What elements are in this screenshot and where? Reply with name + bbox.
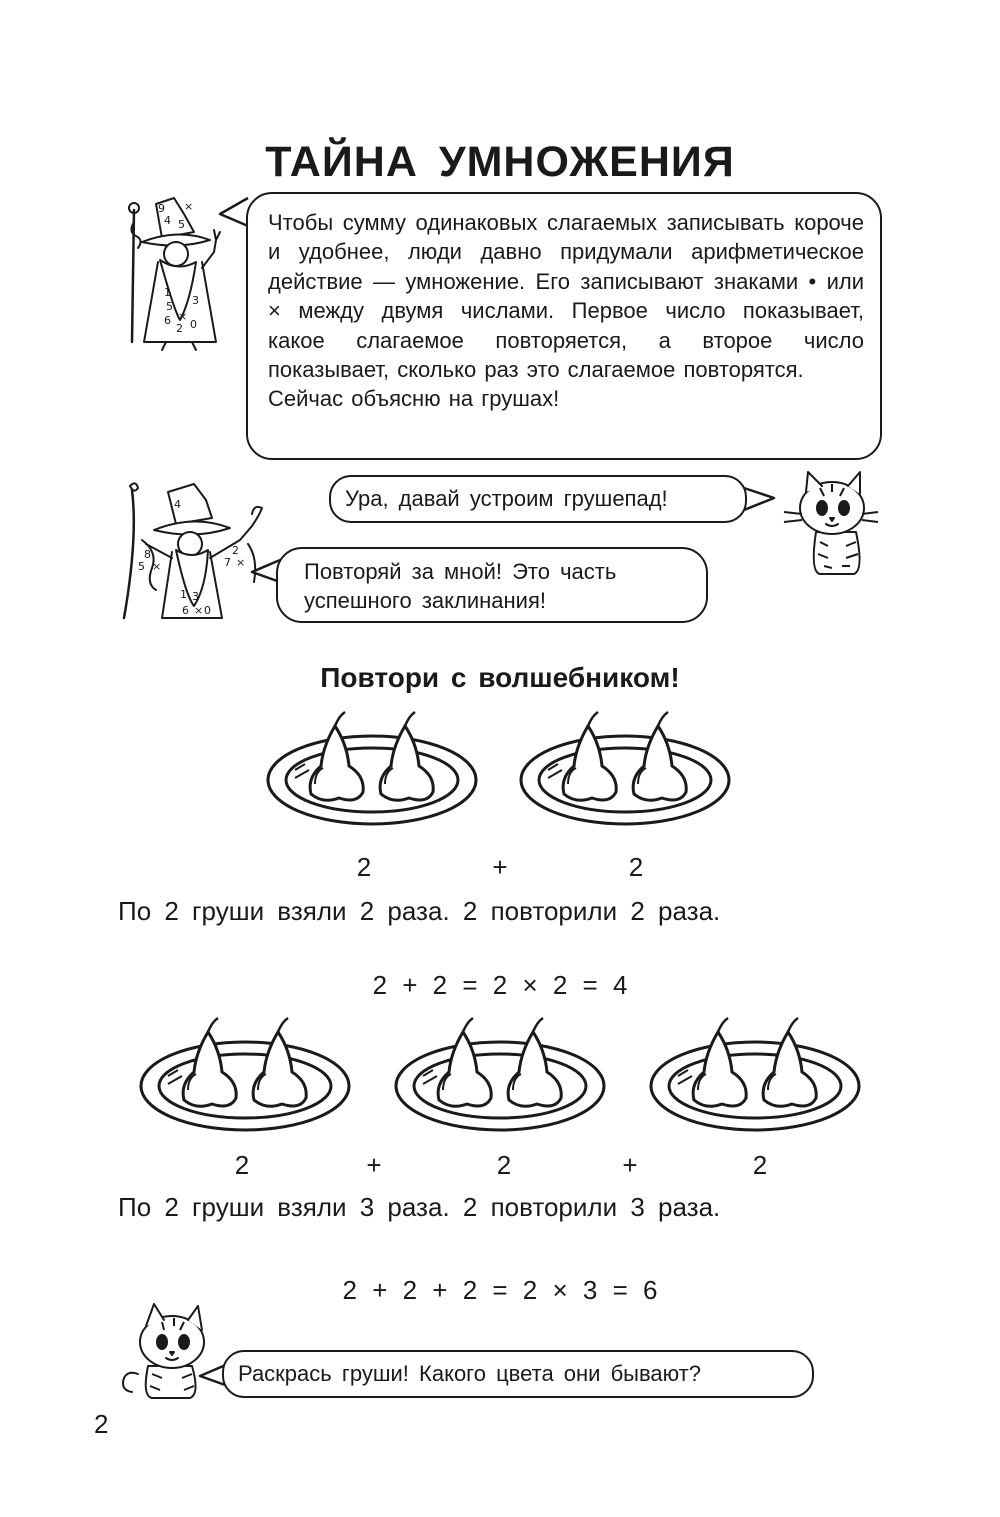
wizard-digit: × (184, 200, 194, 213)
addend-label: 2 (628, 852, 644, 882)
wizard-digit: 1 (180, 588, 187, 601)
wizard-digit: × (178, 310, 188, 323)
wizard-digit: × (152, 560, 162, 573)
example1-equation: 2 + 2 = 2 × 2 = 4 (372, 970, 628, 1000)
cat-speech-text: Ура, давай устроим грушепад! (345, 486, 668, 511)
intro-speech-bubble (246, 192, 882, 460)
plate-with-pears (265, 712, 480, 828)
closing-speech-bubble (222, 1350, 814, 1398)
plate-with-pears (138, 1018, 353, 1134)
wizard-digit: 5 (178, 218, 185, 231)
wizard-digit: 3 (192, 590, 199, 603)
wizard-digit: 0 (204, 604, 211, 617)
section-subtitle: Повтори с волшебником! (320, 662, 680, 693)
kitten-illustration-top (780, 462, 880, 578)
plus-sign: + (492, 852, 508, 882)
page-number: 2 (94, 1409, 109, 1439)
wizard-digit: 5 (138, 560, 145, 573)
wizard-digit: 0 (190, 318, 197, 331)
wizard-speech-text: Повторяй за мной! Это часть успешного заклинания! (304, 559, 617, 613)
wizard-digit: 5 (166, 300, 173, 313)
addend-label: 2 (752, 1150, 768, 1180)
page-title: ТАЙНА УМНОЖЕНИЯ (265, 138, 735, 186)
plate-with-pears (393, 1018, 608, 1134)
plate-with-pears (648, 1018, 863, 1134)
wizard-digit: 6 (164, 314, 171, 327)
wizard-digit: 3 (192, 294, 199, 307)
wizard-digit: 4 (174, 498, 181, 511)
addend-label: 2 (496, 1150, 512, 1180)
wizard-digit: × (236, 556, 246, 569)
wizard-digit: 9 (158, 202, 165, 215)
plate-with-pears (518, 712, 733, 828)
plus-sign: + (622, 1150, 638, 1180)
closing-speech-text: Раскрась груши! Какого цвета они бывают? (238, 1361, 701, 1386)
addend-label: 2 (234, 1150, 250, 1180)
cat-speech-bubble (329, 475, 747, 523)
wizard-digit: 8 (144, 548, 151, 561)
intro-last-line: Сейчас объясню на грушах! (268, 386, 560, 412)
plus-sign: + (366, 1150, 382, 1180)
wizard-digit: 1 (164, 286, 171, 299)
wizard-illustration-middle (112, 478, 272, 628)
wizard-digit: 2 (176, 322, 183, 335)
addend-label: 2 (356, 852, 372, 882)
wizard-digit: 7 (224, 556, 231, 569)
example1-sentence: По 2 груши взяли 2 раза. 2 повторили 2 раза. (118, 896, 721, 926)
wizard-digit: 6 (182, 604, 189, 617)
wizard-speech-bubble (276, 547, 708, 623)
example2-sentence: По 2 груши взяли 3 раза. 2 повторили 3 раза. (118, 1192, 721, 1222)
wizard-digit: 2 (232, 544, 239, 557)
wizard-digit: × (194, 604, 204, 617)
example2-equation: 2 + 2 + 2 = 2 × 3 = 6 (342, 1275, 658, 1305)
intro-text: Чтобы сумму одинаковых слагаемых записывать короче и удобнее, люди давно придумали арифметическое действие — умножение. Его записывают знаками • или × между двумя числами. Первое число показывает, какое слагаемое повторяется, а второе число показывает, сколько раз это слагаемое повторятся. (268, 210, 864, 383)
wizard-digit: 4 (164, 214, 171, 227)
